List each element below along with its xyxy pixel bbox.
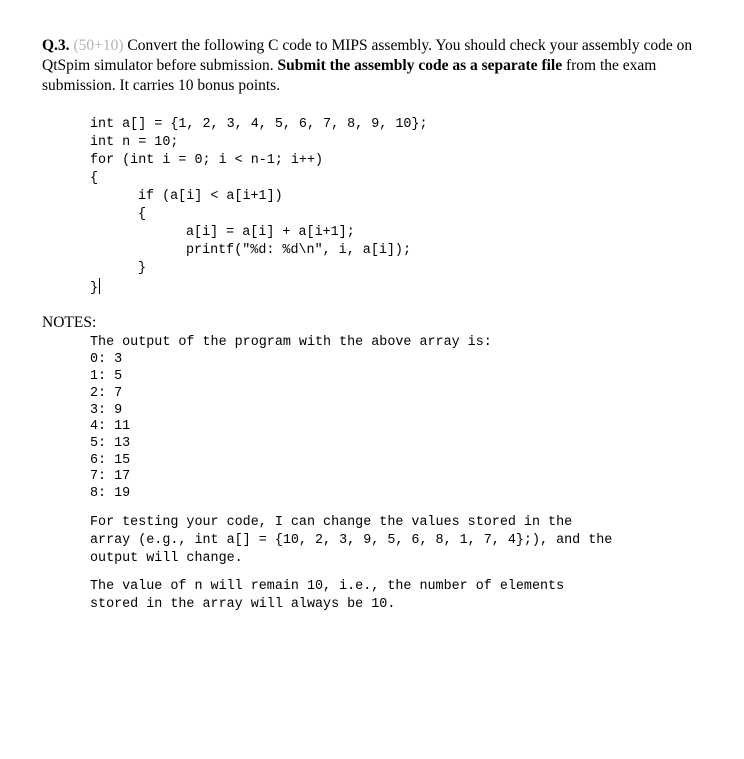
code-line-8: printf("%d: %d\n", i, a[i]); <box>186 243 411 258</box>
code-line-10 <box>90 278 100 298</box>
output-line-5: 5: 13 <box>90 436 131 451</box>
code-line-1: int a[] = {1, 2, 3, 4, 5, 6, 7, 8, 9, 10}; <box>90 117 428 132</box>
code-line-5: if (a[i] < a[i+1]) <box>138 189 283 204</box>
code-line-6: { <box>138 207 147 222</box>
question-bold-instruction: Submit the assembly code as a separate file <box>277 57 563 74</box>
code-line-7: a[i] = a[i] + a[i+1]; <box>186 225 355 240</box>
code-line-4: { <box>90 171 99 186</box>
output-line-3: 3: 9 <box>90 403 123 418</box>
notes-intro: The output of the program with the above array is: <box>90 335 492 350</box>
code-line-9: } <box>138 261 147 276</box>
testing-note-line-3: output will change. <box>90 551 243 566</box>
testing-note-line-1: For testing your code, I can change the values stored in the <box>90 515 573 530</box>
testing-note-line-2: array (e.g., int a[] = {10, 2, 3, 9, 5, 6, 8, 1, 7, 4};), and the <box>90 533 613 548</box>
closing-brace: } <box>90 281 99 296</box>
question-number: Q.3. <box>42 37 70 54</box>
output-line-2: 2: 7 <box>90 386 123 401</box>
code-line-2: int n = 10; <box>90 135 179 150</box>
notes-label: NOTES: <box>42 314 97 331</box>
text-cursor <box>99 278 100 294</box>
question-instructions-end: from the exam submission. It carries 10 bonus points. <box>42 57 657 94</box>
question-text <box>42 36 702 96</box>
n-value-note-line-1: The value of n will remain 10, i.e., the number of elements <box>90 579 565 594</box>
code-line-3: for (int i = 0; i < n-1; i++) <box>90 153 324 168</box>
output-line-0: 0: 3 <box>90 352 123 367</box>
n-value-note-line-2: stored in the array will always be 10. <box>90 597 396 612</box>
output-line-1: 1: 5 <box>90 369 123 384</box>
question-points: (50+10) <box>73 37 124 54</box>
output-line-4: 4: 11 <box>90 419 131 434</box>
output-line-7: 7: 17 <box>90 469 131 484</box>
question-instructions: Convert the following C code to MIPS assembly. You should check your assembly code on QtSpim simulator before submission. <box>42 37 693 74</box>
output-line-8: 8: 19 <box>90 486 131 501</box>
output-line-6: 6: 15 <box>90 453 131 468</box>
